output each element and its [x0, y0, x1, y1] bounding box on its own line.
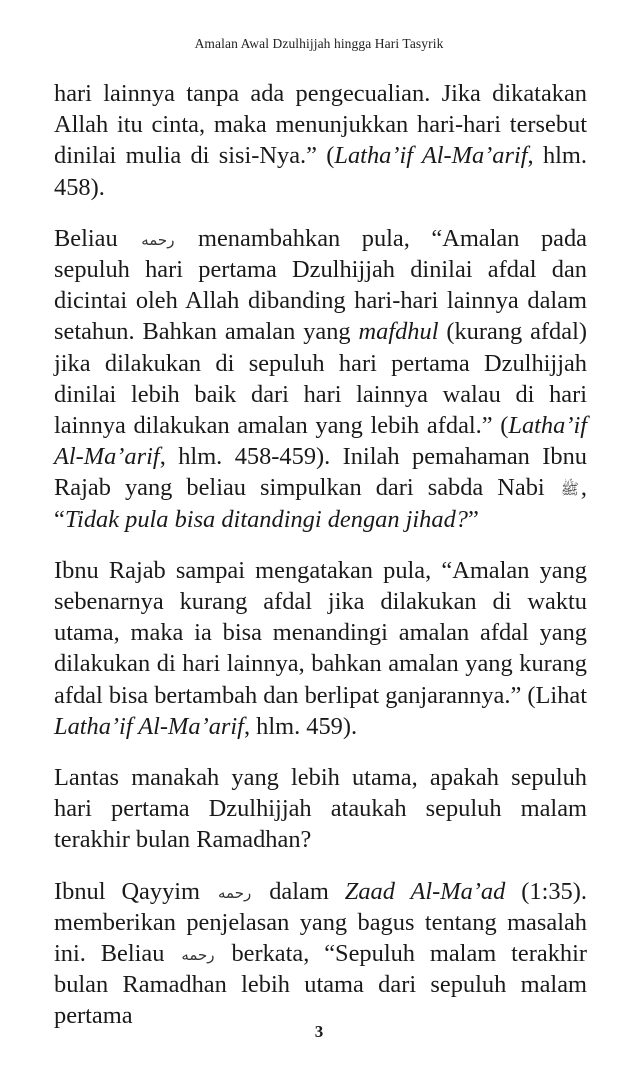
paragraph-5-text-e: berkata, “Sepuluh malam terakhir bulan Ramadhan lebih utama dari sepuluh malam pertama	[54, 940, 587, 1030]
salawat-icon: ﷺ	[560, 480, 579, 499]
book-title-zaad: Zaad Al-Ma’ad	[344, 877, 506, 905]
paragraph-2-text-a: Beliau	[54, 224, 118, 252]
paragraph-5-text-d: (1:35). memberikan penjelasan yang bagus tentang masalah ini. Beliau	[54, 877, 587, 968]
paragraph-3-text-c: , hlm. 459).	[243, 712, 358, 740]
paragraph-4	[54, 762, 587, 856]
hadith-quote: Tidak pula bisa ditandingi dengan jihad?	[64, 505, 468, 533]
paragraph-4-text-a: Lantas manakah yang lebih utama, apakah sepuluh hari pertama Dzulhijjah ataukah sepuluh malam terakhir bulan Ramadhan?	[54, 764, 587, 854]
page-number: 3	[314, 1022, 324, 1041]
paragraph-1-text-a: hari lainnya tanpa ada pengecualian. Jika dikatakan Allah itu cinta, maka menunjukkan hari-hari tersebut dinilai mulia di sisi-Nya.” (	[54, 80, 587, 170]
rahimahullah-icon-2: ﺭﺣﻤﻪ	[218, 883, 252, 902]
book-title-lathaif-2: Latha’if Al-Ma’arif	[54, 412, 587, 471]
term-mafdhul: mafdhul	[358, 318, 439, 346]
book-title-lathaif-3: Latha’if Al-Ma’arif	[54, 712, 244, 740]
running-header: Amalan Awal Dzulhijjah hingga Hari Tasyrik	[194, 36, 444, 51]
paragraph-2-text-i: ”	[467, 505, 479, 533]
paragraph-2-text-d: (kurang afdal) jika dilakukan di sepuluh hari pertama Dzulhijjah dinilai lebih baik dari hari lainnya walau di hari lainnya dilakukan amalan yang lebih afdal.” (	[54, 318, 587, 440]
book-title-lathaif: Latha’if Al-Ma’arif	[334, 142, 528, 170]
paragraph-2-text-b: menambahkan pula, “Amalan pada sepuluh hari pertama Dzulhijjah dinilai afdal dan dicintai oleh Allah dibanding hari-hari lainnya dalam setahun. Bahkan amalan yang	[54, 224, 587, 346]
paragraph-3-text-a: Ibnu Rajab sampai mengatakan pula, “Amalan yang sebenarnya kurang afdal jika dilakukan di waktu utama, maka ia bisa menandingi amalan afdal yang dilakukan di hari lainnya, bahkan amalan yang kurang afdal bisa bertambah dan berlipat ganjarannya.” (Lihat	[54, 556, 587, 709]
paragraph-2-text-f: , hlm. 458-459). Inilah pemahaman Ibnu Rajab yang beliau simpulkan dari sabda Nabi	[54, 443, 587, 502]
rahimahullah-icon-3: ﺭﺣﻤﻪ	[181, 946, 215, 965]
paragraph-1-text-c: , hlm. 458).	[54, 142, 587, 201]
paragraph-1	[54, 78, 587, 203]
paragraph-3	[54, 555, 587, 742]
paragraph-2-text-g: , “	[54, 474, 587, 533]
body-text	[54, 78, 587, 1052]
paragraph-2	[54, 223, 587, 535]
paragraph-5-text-b: dalam	[269, 877, 329, 905]
paragraph-5-text-a: Ibnul Qayyim	[54, 877, 201, 905]
rahimahullah-icon: ﺭﺣﻤﻪ	[141, 230, 175, 249]
paragraph-5	[54, 876, 587, 1032]
